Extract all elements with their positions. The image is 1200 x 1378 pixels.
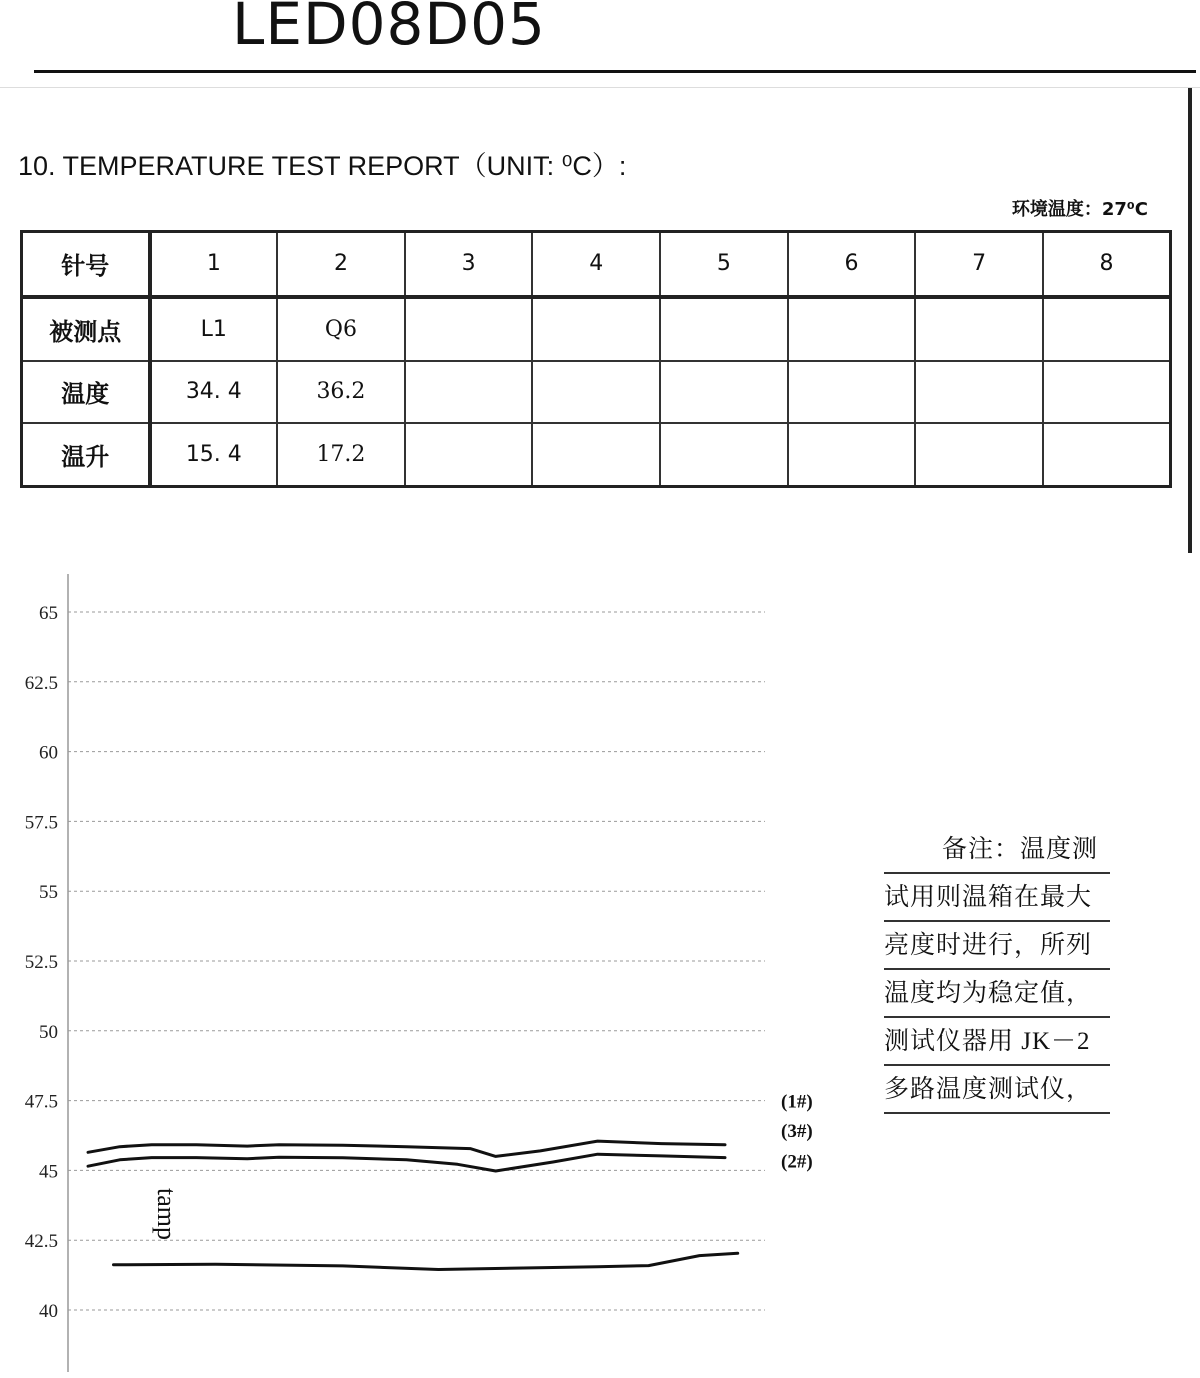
note-line: 温度均为稳定值，: [884, 970, 1110, 1018]
table-cell: [660, 423, 788, 486]
temperature-curve-chart: [0, 560, 860, 1378]
y-tick-label: 40: [39, 1301, 58, 1322]
y-tick-label: 60: [39, 742, 58, 764]
y-tick-label: 45: [39, 1161, 58, 1183]
pin-number: 4: [532, 232, 660, 297]
table-cell: 17.2: [277, 423, 405, 486]
row-label-temperature-rise: 温升: [22, 423, 150, 486]
table-cell: L1: [150, 297, 278, 361]
table-cell: [660, 297, 788, 361]
y-tick-label: 62.5: [24, 672, 58, 694]
model-title: LED08D05: [232, 0, 546, 58]
note-line: 备注：温度测: [884, 826, 1110, 874]
table-cell: [915, 361, 1043, 423]
row-label-measure-point: 被测点: [22, 297, 150, 361]
series-line: [88, 1154, 725, 1171]
pin-number: 8: [1043, 232, 1171, 297]
series-label: (3#): [781, 1120, 813, 1142]
pin-number: 5: [660, 232, 788, 297]
table-cell: 34. 4: [150, 361, 278, 423]
y-tick-label: 57.5: [24, 812, 58, 834]
report-title: 10. TEMPERATURE TEST REPORT（UNIT: ⁰C）:: [18, 151, 627, 181]
table-cell: 36.2: [277, 361, 405, 423]
y-tick-label: 55: [39, 882, 58, 904]
table-cell: [532, 297, 660, 361]
y-tick-label: 50: [39, 1021, 58, 1043]
header-divider: [0, 87, 1200, 88]
ambient-temperature: 环境温度：27⁰C: [1011, 199, 1148, 220]
table-cell: [1043, 361, 1171, 423]
series-line: [114, 1253, 738, 1269]
pin-header-label: 针号: [22, 232, 150, 297]
curve-annotation: tamp: [152, 1188, 181, 1240]
table-cell: [405, 297, 533, 361]
table-cell: [788, 361, 916, 423]
series-label: (2#): [781, 1151, 813, 1173]
table-cell: [405, 361, 533, 423]
table-cell: [915, 297, 1043, 361]
y-tick-label: 52.5: [24, 952, 58, 973]
series-label: (1#): [781, 1091, 813, 1113]
note-line: 试用则温箱在最大: [884, 874, 1110, 922]
table-cell: [788, 297, 916, 361]
note-line: 多路温度测试仪，: [884, 1066, 1110, 1114]
table-row: [22, 232, 1171, 297]
table-cell: 15. 4: [150, 423, 278, 486]
table-cell: [1043, 297, 1171, 361]
table-cell: [532, 361, 660, 423]
test-note: [884, 826, 1110, 1114]
table-cell: Q6: [277, 297, 405, 361]
y-tick-label: 42.5: [24, 1231, 58, 1253]
table-cell: [788, 423, 916, 486]
table-row: [22, 423, 1171, 486]
page-right-border: [1188, 88, 1192, 553]
table-cell: [1043, 423, 1171, 486]
note-line: 测试仪器用 JK－2: [884, 1018, 1110, 1066]
table-cell: [405, 423, 533, 486]
y-tick-label: 65: [39, 603, 58, 624]
y-tick-label: 47.5: [24, 1091, 58, 1113]
table-row: [22, 361, 1171, 423]
temperature-table: [20, 230, 1172, 488]
row-label-temperature: 温度: [22, 361, 150, 423]
pin-number: 3: [405, 232, 533, 297]
table-cell: [660, 361, 788, 423]
pin-number: 1: [150, 232, 278, 297]
title-underline: [34, 70, 1196, 73]
pin-number: 2: [277, 232, 405, 297]
table-cell: [532, 423, 660, 486]
pin-number: 7: [915, 232, 1043, 297]
note-line: 亮度时进行，所列: [884, 922, 1110, 970]
table-row: [22, 297, 1171, 361]
pin-number: 6: [788, 232, 916, 297]
table-cell: [915, 423, 1043, 486]
